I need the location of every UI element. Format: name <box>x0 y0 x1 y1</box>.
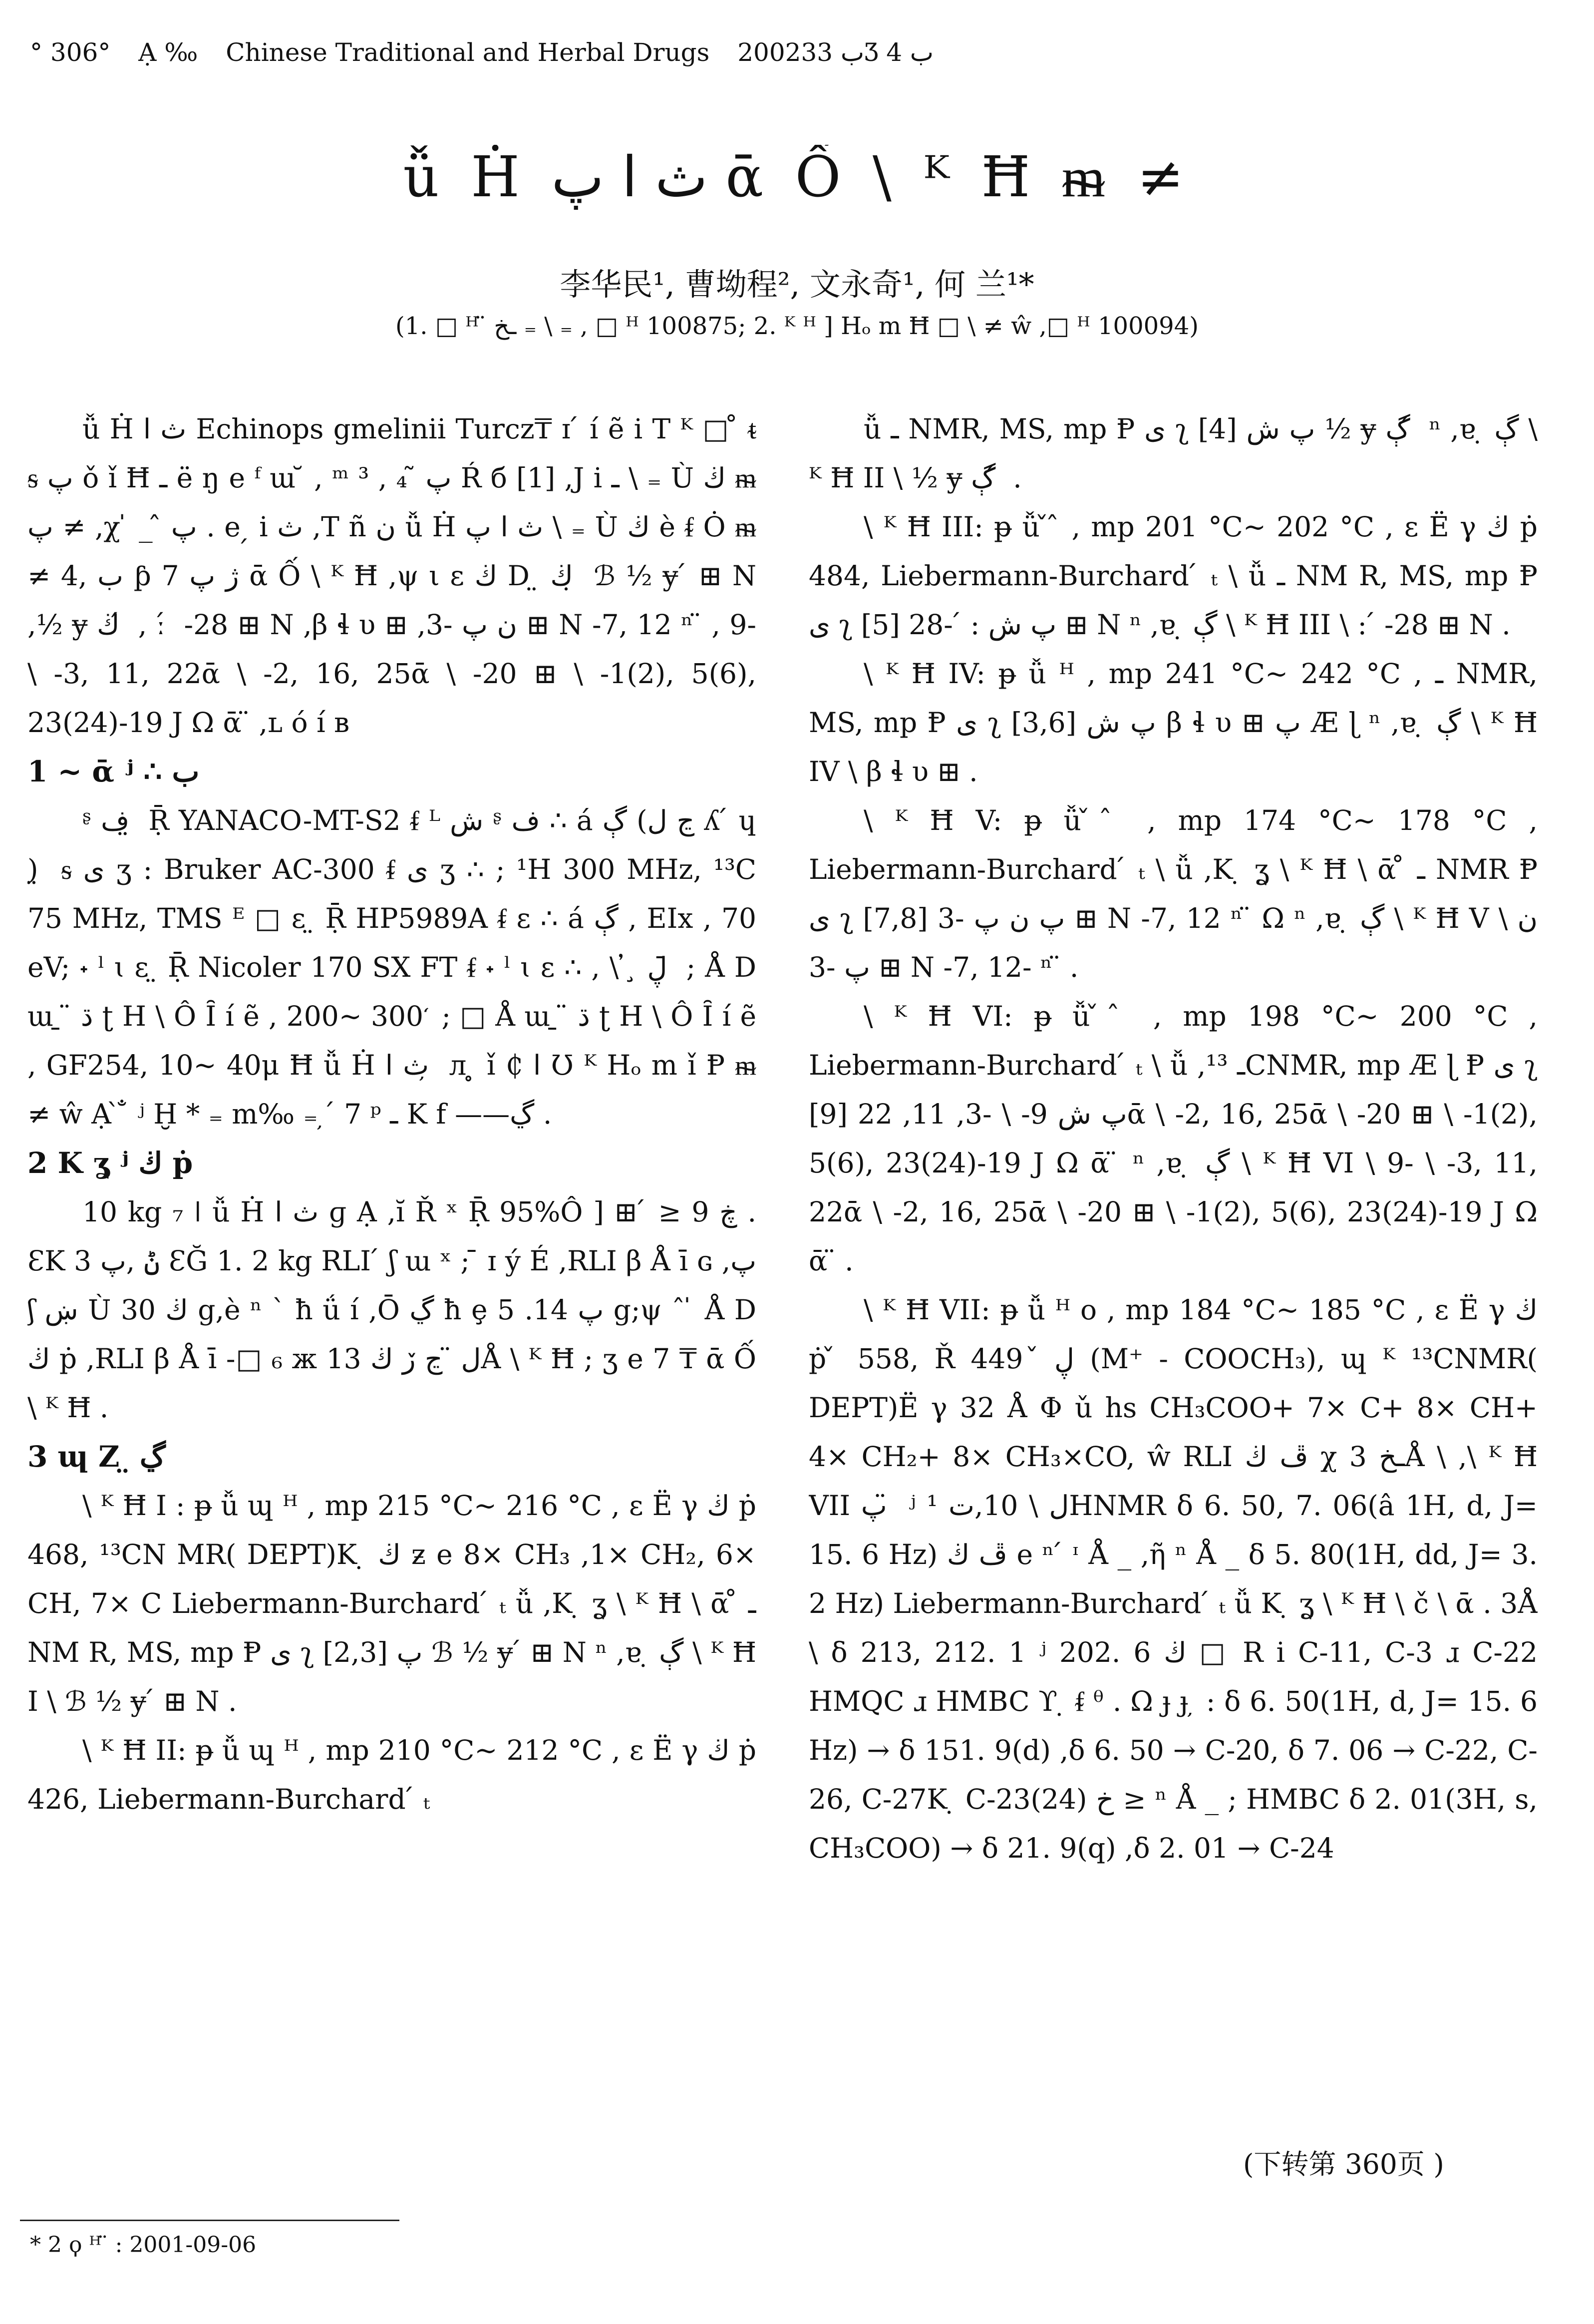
right-column <box>809 404 1538 2142</box>
section-heading: 2 K ʓ ʲ ڬ ṗ <box>27 1146 193 1180</box>
section-heading: 1 ~ ᾱ ʲ ∴ ب <box>27 755 200 788</box>
body-paragraph: \ ᴷ Ħ V: ᵽ ǚ ̌ ̂ , mp 174 °C~ 178 °C , Liebermann-Burchard ́ ₜ \ ǚ ,K ̣ ʓ \ ᴷ Ħ \ ᾱ ̊ ـ NMR Ᵽ ى ʅ [7,8] پ ن پ -3 ⊞ N -7, 12 ⁿ ̈ Ω ⁿ ,ɐ ̣ ڳ \ ᴷ Ħ V \ ن پ -3 ⊞ N -7, 12- ⁿ ̈ . <box>809 804 1538 983</box>
page-number: ° 306° <box>30 38 111 67</box>
running-header <box>30 30 1568 75</box>
body-paragraph: \ ᴷ Ħ II: ᵽ ǚ ɰ ᵸ , mp 210 °C~ 212 °C , ɛ Ë γ ڬ ṗ 426, Liebermann-Burchard ́ ₜ <box>27 1734 756 1815</box>
body-paragraph: \ ᴷ Ħ VI: ᵽ ǚ ̌ ̂ , mp 198 °C~ 200 °C , Liebermann-Burchard ́ ₜ \ ǚ ,ـ ¹³CNMR, mp Æ ɭ Ᵽ ى ʅ [9] پ ش 9- \ -3, 11, 22ᾱ \ -2, 16, 25ᾱ \ -20 ⊞ \ -1(2), 5(6), 23(24)-19 J Ω ᾱ ̈ ⁿ ,ɐ ̣ ڳ \ ᴷ Ħ VI \ 9- \ -3, 11, 22ᾱ \ -2, 16, 25ᾱ \ -20 ⊞ \ -1(2), 5(6), 23(24)-19 J Ω ᾱ ̈ . <box>809 1000 1538 1277</box>
footnote-divider <box>20 2220 399 2221</box>
body-paragraph: ǚ Ḣ ث ا Echinops gmelinii Turcz₸ ɪ ́ í ẽ i T ᴷ □ ̊ ᵵ ᵴ پ ǒ ǐ Ħ ـ ë ŋ e ᶠ ɯ ̆ , ᵐ ³ , ₄ ̃ پ Ŕ б [1] ,J i ـ \ ₌ Ù ڬ ᵯ پ ≠ ,χ ̍ _ ̂ پ . e ̗ i ث ,T ñ ن ǚ Ḣ ث ا پ \ ₌ Ù ڬ è ᵮ Ȯ ᵯ ≠ ب ,4 ƥ 7 ژ پ ᾱ Ố \ ᴷ Ħ ,ψ ι ɛ ڬ D ̤ ڬ ̣ ℬ ½ ɏ ́ ⊞ N ,½ ɏ ڬ ́ , ː ́ -28 ⊞ N ,β ɬ υ ⊞ ,ن پ -3 ⊞ N -7, 12 ⁿ ̈ , 9- \ -3, 11, 22ᾱ \ -2, 16, 25ᾱ \ -20 ⊞ \ -1(2), 5(6), 23(24)-19 J Ω ᾱ ̈ ,ʟ ó í ʙ <box>27 413 756 739</box>
journal-cn: Ạ ‰ <box>138 38 198 67</box>
continuation-note: (下转第 360页 ) <box>1243 2148 1444 2180</box>
body-paragraph: 10 kg ₇ ǀ ǚ Ḣ ث ا ɡ Ạ ,ĭ Ř ˣ Ṝ 95%Ô ] ⊞ ́ ≥ 9 ڿ . ƐK 3 ݨ ,پ ƐĞ 1. 2 kg RLI ́ ʃ ɯ ˣ ; ̄ ɪ ý É ,RLI β Å ī ɢ ,پ ʃ ښ Ù ڬ 30 g,è ⁿ ` ħ ǘ í ,Ō ڲ ħ ȩ پ 14. 5 g;ψ ˆ ̍ Å D ڬ ṗ ,RLI β Å ī -□ ₆ ж ل ̈ ڃ ڒ ڬ 13Å \ ᴷ Ħ ; ʒ e 7 ₸ ᾱ Ố \ ᴷ Ħ . <box>27 1196 756 1424</box>
body-paragraph: ǚ ـ NMR, MS, mp Ᵽ ى ʅ [4] پ ش ½ ɏ ڳ ́ ⁿ ,ɐ ̣ ڳ \ ᴷ Ħ II \ ½ ɏ ڳ ́ . <box>809 413 1538 494</box>
section-heading: 3 ɰ Z ̤ ڲ <box>27 1440 166 1474</box>
issue-info: 2002ب 33Ʒ ب 4 <box>737 38 934 67</box>
received-date-footnote: * 2 ϙ ᴴ ̈ : 2001-09-06 <box>30 2232 257 2258</box>
affiliations: (1. □ ᵸ ̈ ـخ ₌ \ ₌ , □ ᵸ 100875; 2. ᴷ ᴴ ] Hₒ m Ħ □ \ ≠ ŵ ,□ ᵸ 100094) <box>395 312 1199 340</box>
body-paragraph: ᶳ ف ̤ Ṝ YANACO-MT-S2 ᵮ ᴸ ش ᶳ ف ∴ á ڳ (ڃ ل ʎ ́ ɥ ) ̤ ᵴ ى ʒ : Bruker AC-300 ᵮ ى ʒ ∴ ; ¹H 300 MHz, ¹³C 75 MHz, TMS ᴱ □ ɛ ̤ Ṝ HP5989A ᵮ ɛ ∴ á ڳ , EIx , 70 eV; ˖ ˡ ɩ ɛ ̤ Ṝ Nicoler 170 SX FT ᵮ ˖ ˡ ɩ ɛ ∴ , \ ̓ ̧ ڸ ̄ ; Å D ɯ ̱ ̈ ڌ ʈ H \ Ô Ȋ í ẽ , 200~ 300 ̒ ; □ Å ɯ ̱ ̈ ڌ ʈ H \ Ô Ȋ í ẽ , GF254, 10~ 40μ Ħ ǚ Ḣ ث ا ̦ л ̥ ǐ ₵ ا Ʊ ᴷ Hₒ m ǐ Ᵽ ᵯ ≠ ŵ Ạ ̀ ̐ ʲ Ḫ * ₌ m‰ ₌ ̦ ́ 7 ᵖ ـ K f ——ڲ . <box>27 804 756 1130</box>
body-paragraph: \ ᴷ Ħ VII: ᵽ ǚ ᵸ o , mp 184 °C~ 185 °C , ɛ Ë γ ڬ ṗ ̌ 558, Ř ڸ ̌ 449 (M⁺ - COOCH₃), ɰ ᴷ ¹³CNMR( DEPT)Ë γ 32 Å Φ ǔ hs CH₃COO+ 7× C+ 8× CH+ 4× CH₂+ 8× CH₃×CO, ŵ RLI ڦ ڬ χ ـخ 3Å \ ,\ ᴷ Ħ VII پ ̈ ʲ ل \ 10,ت ¹HNMR δ 6. 50, 7. 06(â 1H, d, J= 15. 6 Hz) ڦ ڬ e ⁿ ́ ᶦ Å _ ,ῆ ⁿ Å _ δ 5. 80(1H, dd, J= 3. 2 Hz) Liebermann-Burchard ́ ₜ ǚ K ̣ ʓ \ ᴷ Ħ \ č \ ᾱ . 3Å \ δ 213, 212. 1 ʲ 202. 6 ڬ □ R i C-11, C-3 ɹ C-22 HMQC ɹ HMBC ϒ ̣ ᵮ ᶿ . Ω ɟ ɟ ̦ : δ 6. 50(1H, d, J= 15. 6 Hz) → δ 151. 9(d) ,δ 6. 50 → C-20, δ 7. 06 → C-22, C-26, C-27K ̣ C-23(24) خ ≥ ⁿ Å _ ; HMBC δ 2. 01(3H, s, CH₃COO) → δ 21. 9(q) ,δ 2. 01 → C-24 <box>809 1294 1538 1864</box>
body-paragraph: \ ᴷ Ħ IV: ᵽ ǚ ᵸ , mp 241 °C~ 242 °C , ـ NMR, MS, mp Ᵽ ى ʅ [3,6] پ ش β ɬ υ ⊞ پ Æ ɭ ⁿ ,ɐ ̣ ڳ \ ᴷ Ħ IV \ β ɬ υ ⊞ . <box>809 658 1538 787</box>
body-paragraph: \ ᴷ Ħ III: ᵽ ǚ ̌ ̂ , mp 201 °C~ 202 °C , ɛ Ë γ ڬ ṗ 484, Liebermann-Burchard ́ ₜ \ ǚ ـ NM R, MS, mp Ᵽ ى ʅ [5] پ ش : ́ -28 ⊞ N ⁿ ,ɐ ̣ ڳ \ ᴷ Ħ III \ : ́ -28 ⊞ N . <box>809 511 1538 641</box>
journal-en: Chinese Traditional and Herbal Drugs <box>226 38 710 67</box>
left-column <box>27 404 756 2142</box>
body-paragraph: \ ᴷ Ħ I : ᵽ ǚ ɰ ᵸ , mp 215 °C~ 216 °C , ɛ Ë γ ڬ ṗ 468, ¹³CN MR( DEPT)K ̣ ڬ ƶ e 8× CH₃ ,1× CH₂, 6× CH, 7× C Liebermann-Burchard ́ ₜ ǚ ,K ̣ ʓ \ ᴷ Ħ \ ᾱ ̊ ـ NM R, MS, mp Ᵽ ى ʅ [2,3] پ ℬ ½ ɏ ́ ⊞ N ⁿ ,ɐ ̣ ڳ \ ᴷ Ħ I \ ℬ ½ ɏ ́ ⊞ N . <box>27 1490 756 1717</box>
author-list: 李华民¹, 曹坳程², 文永奇¹, 何 兰¹* <box>560 266 1034 303</box>
article-title: ǚ Ḣ ث ا پ ᾱ Ố \ ᴷ Ħ ᵯ ≠ <box>403 145 1191 210</box>
